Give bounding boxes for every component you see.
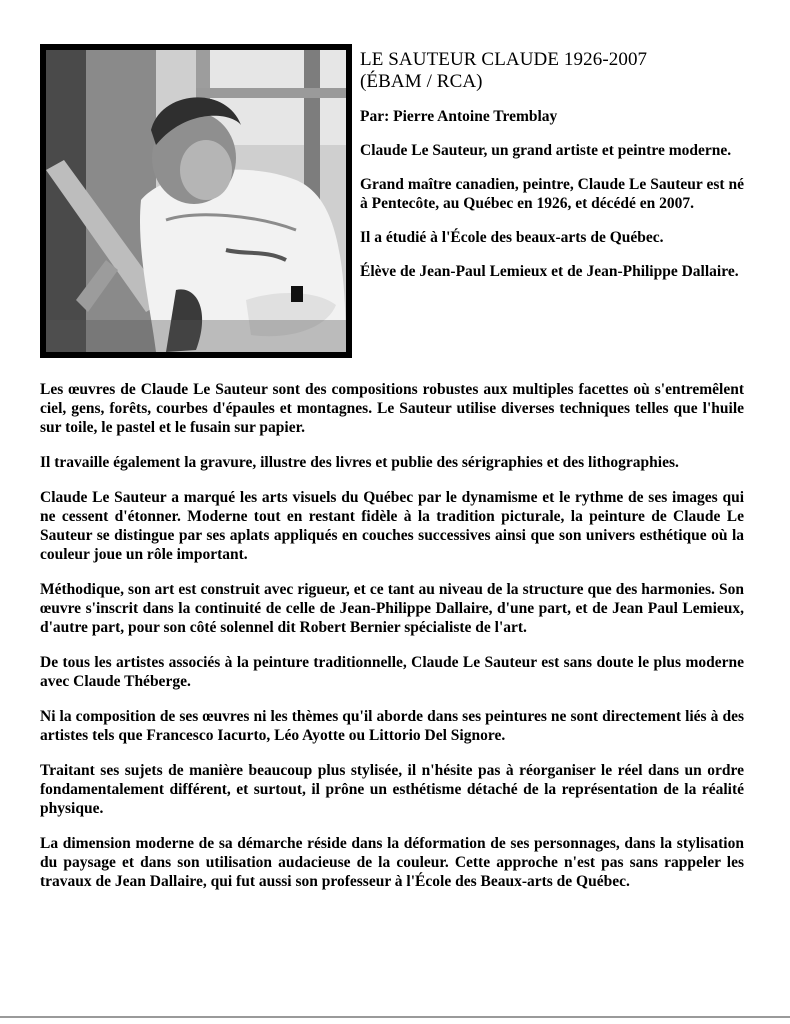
body-paragraph-7: Traitant ses sujets de manière beaucoup plus stylisée, il n'hésite pas à réorganiser le réel dans un ordre fondamentalement différent, et surtout, il prône un esthétisme détaché de la représentation de la réalité physique.: [40, 762, 744, 817]
artist-photo: [40, 44, 352, 358]
side-paragraph-3: Il a étudié à l'École des beaux-arts de Québec.: [360, 229, 664, 246]
body-paragraph-4: Méthodique, son art est construit avec rigueur, et ce tant au niveau de la structure que des harmonies. Son œuvre s'inscrit dans la continuité de celle de Jean-Philippe Dallaire, d'une part, et de Jean Paul Lemieux, d'autre part, pour son côté solennel dit Robert Bernier spécialiste de l'art.: [40, 581, 744, 636]
artist-photo-illustration: [46, 50, 346, 352]
side-paragraph-4: Élève de Jean-Paul Lemieux et de Jean-Philippe Dallaire.: [360, 263, 739, 280]
article-title-line-1: LE SAUTEUR CLAUDE 1926-2007: [360, 49, 648, 70]
body-paragraph-5: De tous les artistes associés à la peinture traditionnelle, Claude Le Sauteur est sans doute le plus moderne avec Claude Théberge.: [40, 654, 744, 690]
side-paragraph-2: Grand maître canadien, peintre, Claude Le Sauteur est né à Pentecôte, au Québec en 1926, et décédé en 2007.: [360, 176, 744, 212]
body-paragraph-8: La dimension moderne de sa démarche réside dans la déformation de ses personnages, dans la stylisation du paysage et dans son utilisation audacieuse de la couleur. Cette approche n'est pas sans rappeler les travaux de Jean Dallaire, qui fut aussi son professeur à l'École des Beaux-arts de Québec.: [40, 835, 744, 890]
article-body: [40, 380, 744, 907]
body-paragraph-3: Claude Le Sauteur a marqué les arts visuels du Québec par le dynamisme et le rythme de ses images qui ne cessent d'étonner. Moderne tout en restant fidèle à la tradition picturale, la peinture de Claude Le Sauteur se distingue par ses aplats appliqués en couches successives ainsi que son univers esthétique où la couleur joue un rôle important.: [40, 489, 744, 563]
body-paragraph-6: Ni la composition de ses œuvres ni les thèmes qu'il aborde dans ses peintures ne sont directement liés à des artistes tels que Francesco Iacurto, Léo Ayotte ou Littorio Del Signore.: [40, 708, 744, 744]
body-paragraph-1: Les œuvres de Claude Le Sauteur sont des compositions robustes aux multiples facettes où s'entremêlent ciel, gens, forêts, courbes d'épaules et montagnes. Le Sauteur utilise diverses techniques telles que l'huile sur toile, le pastel et le fusain sur papier.: [40, 381, 744, 436]
header-column: [360, 49, 744, 281]
bottom-divider: [0, 1016, 790, 1018]
article-title-line-2: (ÉBAM / RCA): [360, 71, 483, 92]
side-paragraph-1: Claude Le Sauteur, un grand artiste et peintre moderne.: [360, 142, 732, 159]
article-title: [360, 49, 744, 93]
byline: Par: Pierre Antoine Tremblay: [360, 108, 558, 125]
body-paragraph-2: Il travaille également la gravure, illustre des livres et publie des sérigraphies et des lithographies.: [40, 454, 679, 471]
